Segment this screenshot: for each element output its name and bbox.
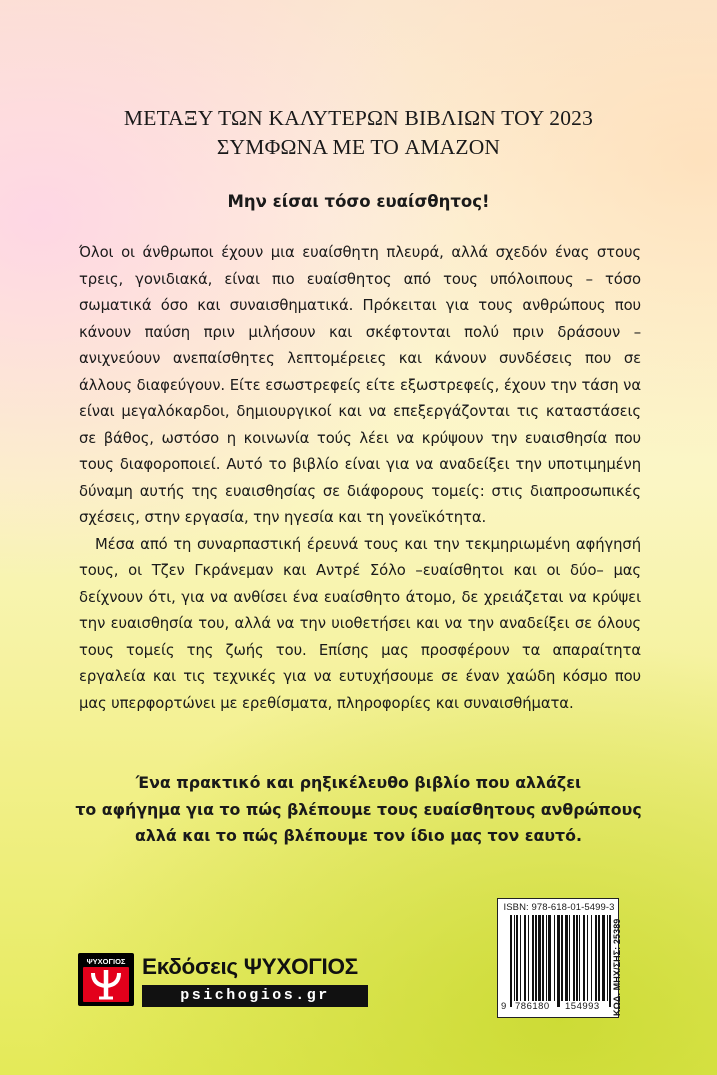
barcode-bar: [595, 915, 597, 1001]
barcode-bar: [538, 915, 541, 1001]
barcode-bar: [520, 915, 521, 1001]
barcode-bar: [557, 915, 560, 1007]
barcode-digit-group1: 786180: [515, 1001, 550, 1012]
barcode-bar: [524, 915, 526, 1001]
barcode-bar: [542, 915, 544, 1001]
barcode-bar: [607, 915, 608, 1001]
tagline-line1: Ένα πρακτικό και ρηξικέλευθο βιβλίο που αλλάζει: [135, 773, 582, 792]
barcode-bar: [548, 915, 551, 1001]
tagline: [0, 770, 717, 850]
publisher-name: Εκδόσεις ΨΥΧΟΓΙΟΣ: [142, 954, 358, 979]
barcode-bar: [532, 915, 534, 1001]
barcode-bar: [535, 915, 537, 1001]
barcode-bar: [579, 915, 580, 1001]
award-heading: [0, 104, 717, 162]
barcode-bar: [516, 915, 518, 1001]
barcode-bar: [554, 915, 555, 1001]
award-heading-line1: ΜΕΤΑΞΥ ΤΩΝ ΚΑΛΥΤΕΡΩΝ ΒΙΒΛΙΩΝ ΤΟΥ 2023: [123, 106, 594, 130]
product-code: ΚΩΔ. ΜΗΧ/ΣΗΣ: 25389: [612, 918, 622, 1016]
book-subtitle: Μην είσαι τόσο ευαίσθητος!: [227, 192, 490, 211]
logo-text: ΨΥΧΟΓΙΟΣ: [86, 957, 126, 966]
blurb-paragraph-1: Όλοι οι άνθρωποι έχουν μια ευαίσθητη πλευρά, αλλά σχεδόν ένας στους τρεις, γονιδιακά, είναι πιο ευαίσθητος από τους υπόλοιπους – τόσο σωματικά όσο και συναισθηματικά. Πρόκειται για τους ανθρώπους που κάνουν παύση πριν μιλήσουν και σκέφτονται πολύ πριν δράσουν – ανιχνεύουν ανεπαίσθητες λεπτομέρειες και κάνουν συνδέσεις που σε άλλους διαφεύγουν. Είτε εσωστρεφείς είτε εξωστρεφείς, έχουν την τάση να είναι μεγαλόκαρδοι, δημιουργικοί και να επεξεργάζονται τις καταστάσεις σε βάθος, ωστόσο η κοινωνία τούς λέει να κρύψουν την ευαισθησία που τους διαφοροποιεί. Αυτό το βιβλίο είναι για να αναδείξει την υποτιμημένη δύναμη αυτής της ευαισθησίας σε διάφορους τομείς: στις διαπροσωπικές σχέσεις, στην εργασία, την ηγεσία και τη γονεϊκότητα.: [79, 244, 641, 526]
isbn-label: ISBN: 978-618-01-5499-3: [503, 902, 615, 913]
barcode-bar: [587, 915, 588, 1001]
barcode-bar: [591, 915, 592, 1001]
barcode-bar: [565, 915, 568, 1001]
barcode-bar: [602, 915, 605, 1001]
publisher-logo: [78, 953, 134, 1006]
barcode-bar: [510, 915, 512, 1007]
barcode-bar: [609, 915, 611, 1007]
barcode-bar: [598, 915, 600, 1001]
barcode-bar: [573, 915, 575, 1001]
tagline-line3: αλλά και το πώς βλέπουμε τον ίδιο μας τον εαυτό.: [135, 826, 582, 845]
publisher-website[interactable]: psichogios.gr: [142, 985, 368, 1007]
barcode-bar: [546, 915, 547, 1001]
psi-icon: [78, 953, 134, 1006]
barcode-digit-group2: 154993: [565, 1001, 600, 1012]
blurb: [79, 240, 641, 717]
award-heading-line2: ΣΥΜΦΩΝΑ ΜΕ ΤΟ AMAZON: [216, 135, 501, 159]
barcode-digit-first: 9: [501, 1001, 507, 1012]
barcode-bar: [569, 915, 570, 1001]
barcode-bar: [528, 915, 529, 1001]
barcode-bar: [514, 915, 515, 1001]
blurb-paragraph-2: Μέσα από τη συναρπαστική έρευνά τους και την τεκμηριωμένη αφήγησή τους, οι Τζεν Γκράνεμαν και Αντρέ Σόλο –ευαίσθητοι και οι δύο– μας δείχνουν ότι, για να ανθίσει ένα ευαίσθητο άτομο, δε χρειάζεται να κρύψει την ευαισθησία του, αλλά να την υιοθετήσει και να την αναδείξει σε όλους τους τομείς της ζωής του. Επίσης μας προσφέρουν τα απαραίτητα εργαλεία και τις τεχνικές για να ευτυχήσουμε σε έναν χαώδη κόσμο που μας υπερφορτώνει με ερεθίσματα, πληροφορίες και συναισθήματα.: [79, 535, 641, 712]
barcode-bar: [583, 915, 585, 1001]
isbn-barcode: [497, 898, 619, 1018]
barcode-bar: [576, 915, 578, 1001]
tagline-line2: το αφήγημα για το πώς βλέπουμε τους ευαίσθητους ανθρώπους: [75, 799, 642, 819]
barcode-bar: [561, 915, 563, 1001]
